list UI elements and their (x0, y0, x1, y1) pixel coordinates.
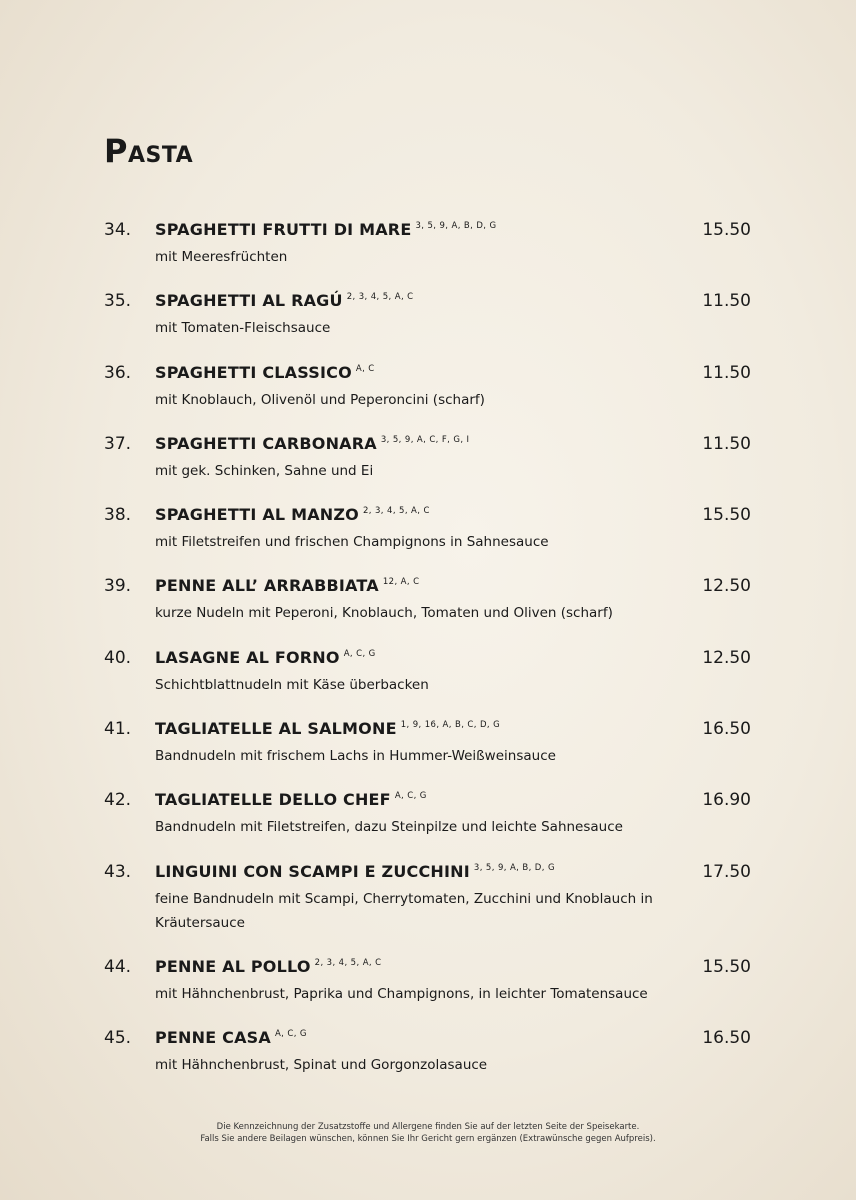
item-description: Bandnudeln mit frischem Lachs in Hummer-Weißweinsauce (155, 748, 556, 764)
item-allergens: 3, 5, 9, A, B, D, G (415, 221, 497, 231)
item-allergens: 2, 3, 4, 5, A, C (362, 506, 430, 516)
item-number: 43. (104, 862, 132, 882)
item-name: PENNE CASA (155, 1028, 271, 1047)
item-description: Schichtblattnudeln mit Käse überbacken (155, 677, 429, 693)
item-description: mit gek. Schinken, Sahne und Ei (155, 463, 374, 479)
item-description: mit Filetstreifen und frischen Champignons in Sahnesauce (155, 534, 549, 550)
item-description: kurze Nudeln mit Peperoni, Knoblauch, Tomaten und Oliven (scharf) (155, 605, 613, 621)
item-number: 34. (104, 220, 132, 240)
item-description: feine Bandnudeln mit Scampi, Cherrytomaten, Zucchini und Knoblauch in Kräutersauce (155, 891, 653, 931)
item-allergens: A, C, G (343, 649, 376, 659)
item-name: SPAGHETTI CLASSICO (155, 363, 352, 382)
item-number: 35. (104, 291, 132, 311)
item-price: 15.50 (702, 220, 751, 240)
item-description: mit Hähnchenbrust, Paprika und Champignons, in leichter Tomatensauce (155, 986, 648, 1002)
item-name: SPAGHETTI CARBONARA (155, 434, 377, 453)
item-allergens: 3, 5, 9, A, B, D, G (473, 863, 555, 873)
item-name: SPAGHETTI FRUTTI DI MARE (155, 220, 412, 239)
item-name: TAGLIATELLE AL SALMONE (155, 719, 397, 738)
item-price: 11.50 (702, 363, 751, 383)
item-allergens: 2, 3, 4, 5, A, C (346, 292, 414, 302)
item-price: 17.50 (702, 862, 751, 882)
item-allergens: 1, 9, 16, A, B, C, D, G (400, 720, 501, 730)
item-number: 45. (104, 1028, 132, 1048)
item-name: PENNE AL POLLO (155, 957, 311, 976)
footnote-line-1: Die Kennzeichnung der Zusatzstoffe und Allergene finden Sie auf der letzten Seite der Speisekarte. (216, 1122, 640, 1132)
item-price: 16.50 (702, 719, 751, 739)
item-price: 12.50 (702, 576, 751, 596)
item-allergens: 2, 3, 4, 5, A, C (314, 958, 382, 968)
item-allergens: A, C (355, 364, 375, 374)
item-price: 15.50 (702, 505, 751, 525)
item-price: 11.50 (702, 291, 751, 311)
item-name: SPAGHETTI AL MANZO (155, 505, 359, 524)
item-price: 16.50 (702, 1028, 751, 1048)
item-name: SPAGHETTI AL RAGÚ (155, 291, 343, 310)
item-price: 15.50 (702, 957, 751, 977)
item-number: 40. (104, 648, 132, 668)
item-allergens: A, C, G (394, 791, 427, 801)
item-number: 38. (104, 505, 132, 525)
item-description: mit Tomaten-Fleischsauce (155, 320, 331, 336)
item-name: LASAGNE AL FORNO (155, 648, 340, 667)
footnote-line-2: Falls Sie andere Beilagen wünschen, können Sie Ihr Gericht gern ergänzen (Extrawünsche gegen Aufpreis). (200, 1134, 656, 1144)
item-number: 39. (104, 576, 132, 596)
item-description: mit Hähnchenbrust, Spinat und Gorgonzolasauce (155, 1057, 488, 1073)
item-name: PENNE ALL’ ARRABBIATA (155, 576, 379, 595)
item-allergens: A, C, G (274, 1029, 307, 1039)
item-price: 12.50 (702, 648, 751, 668)
allergen-footnote (0, 1121, 856, 1145)
item-description: mit Meeresfrüchten (155, 249, 288, 265)
item-number: 36. (104, 363, 132, 383)
item-price: 16.90 (702, 790, 751, 810)
item-price: 11.50 (702, 434, 751, 454)
item-description: mit Knoblauch, Olivenöl und Peperoncini (scharf) (155, 392, 485, 408)
item-allergens: 12, A, C (382, 577, 420, 587)
item-number: 44. (104, 957, 132, 977)
item-number: 42. (104, 790, 132, 810)
item-number: 41. (104, 719, 132, 739)
item-description: Bandnudeln mit Filetstreifen, dazu Steinpilze und leichte Sahnesauce (155, 819, 623, 835)
item-name: TAGLIATELLE DELLO CHEF (155, 790, 391, 809)
item-allergens: 3, 5, 9, A, C, F, G, I (380, 435, 470, 445)
item-number: 37. (104, 434, 132, 454)
item-name: LINGUINI CON SCAMPI E ZUCCHINI (155, 862, 470, 881)
page-title: Pasta (104, 132, 194, 170)
